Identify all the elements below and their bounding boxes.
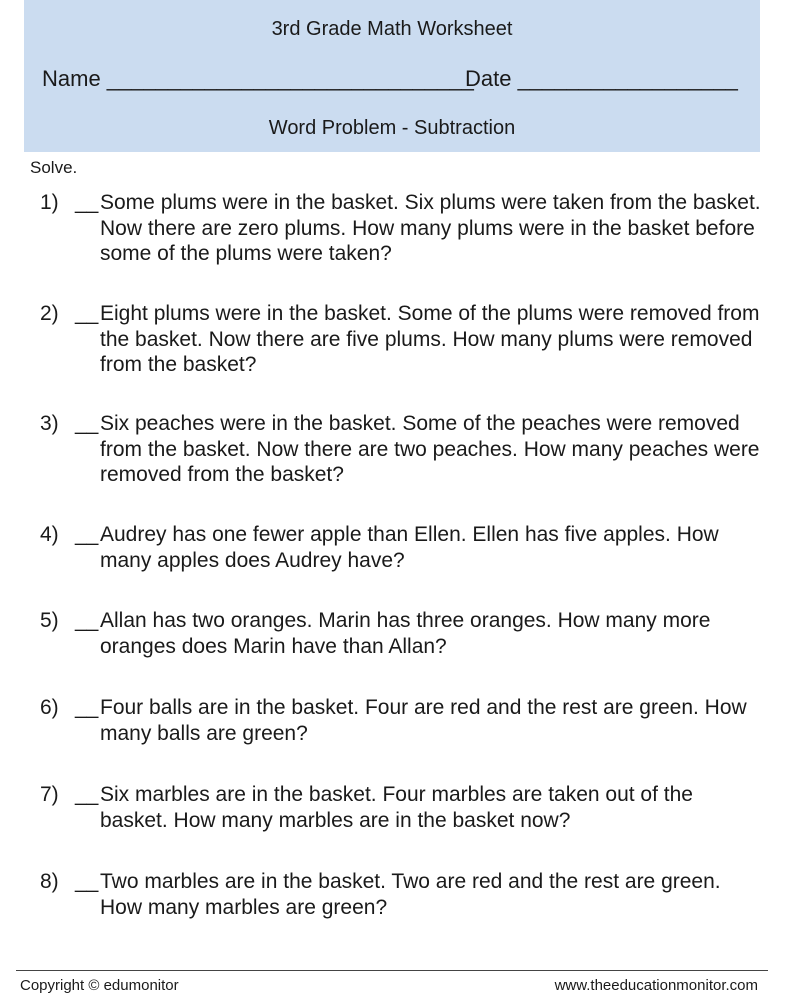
- worksheet-title: 3rd Grade Math Worksheet: [271, 18, 513, 40]
- problem-number: 6): [40, 696, 59, 719]
- problem-number: 8): [40, 870, 59, 893]
- worksheet-header: [24, 0, 760, 152]
- date-field: Date __________________: [465, 66, 738, 91]
- answer-blank: __: [75, 696, 99, 719]
- problem-number: 3): [40, 412, 59, 435]
- problem-number: 7): [40, 783, 59, 806]
- answer-blank: __: [75, 302, 99, 325]
- problem-text: Audrey has one fewer apple than Ellen. Ellen has five apples. How many apples does Audrey have?: [100, 523, 719, 572]
- website-url: www.theeducationmonitor.com: [554, 977, 758, 994]
- problem-text: Eight plums were in the basket. Some of the plums were removed from the basket. Now there are five plums. How many plums were removed from the basket?: [100, 302, 760, 376]
- instructions: Solve.: [30, 158, 78, 177]
- answer-blank: __: [75, 523, 99, 546]
- problem-text: Allan has two oranges. Marin has three oranges. How many more oranges does Marin have than Allan?: [100, 609, 711, 658]
- copyright-notice: Copyright © edumonitor: [20, 977, 179, 994]
- problem-text: Six peaches were in the basket. Some of the peaches were removed from the basket. Now there are two peaches. How many peaches were removed from the basket?: [100, 412, 760, 486]
- problem-number: 5): [40, 609, 59, 632]
- problem-text: Four balls are in the basket. Four are red and the rest are green. How many balls are green?: [100, 696, 747, 745]
- problem-number: 2): [40, 302, 59, 325]
- answer-blank: __: [75, 783, 99, 806]
- name-field: Name ______________________________: [42, 66, 474, 91]
- worksheet-subtitle: Word Problem - Subtraction: [268, 117, 516, 139]
- answer-blank: __: [75, 870, 99, 893]
- problem-text: Two marbles are in the basket. Two are red and the rest are green. How many marbles are green?: [100, 870, 721, 919]
- answer-blank: __: [75, 191, 99, 214]
- answer-blank: __: [75, 412, 99, 435]
- problem-text: Six marbles are in the basket. Four marbles are taken out of the basket. How many marbles are in the basket now?: [100, 783, 693, 832]
- problem-number: 4): [40, 523, 59, 546]
- problem-number: 1): [40, 191, 59, 214]
- answer-blank: __: [75, 609, 99, 632]
- footer-divider: [16, 970, 768, 971]
- problem-text: Some plums were in the basket. Six plums were taken from the basket. Now there are zero plums. How many plums were in the basket before some of the plums were taken?: [100, 191, 761, 265]
